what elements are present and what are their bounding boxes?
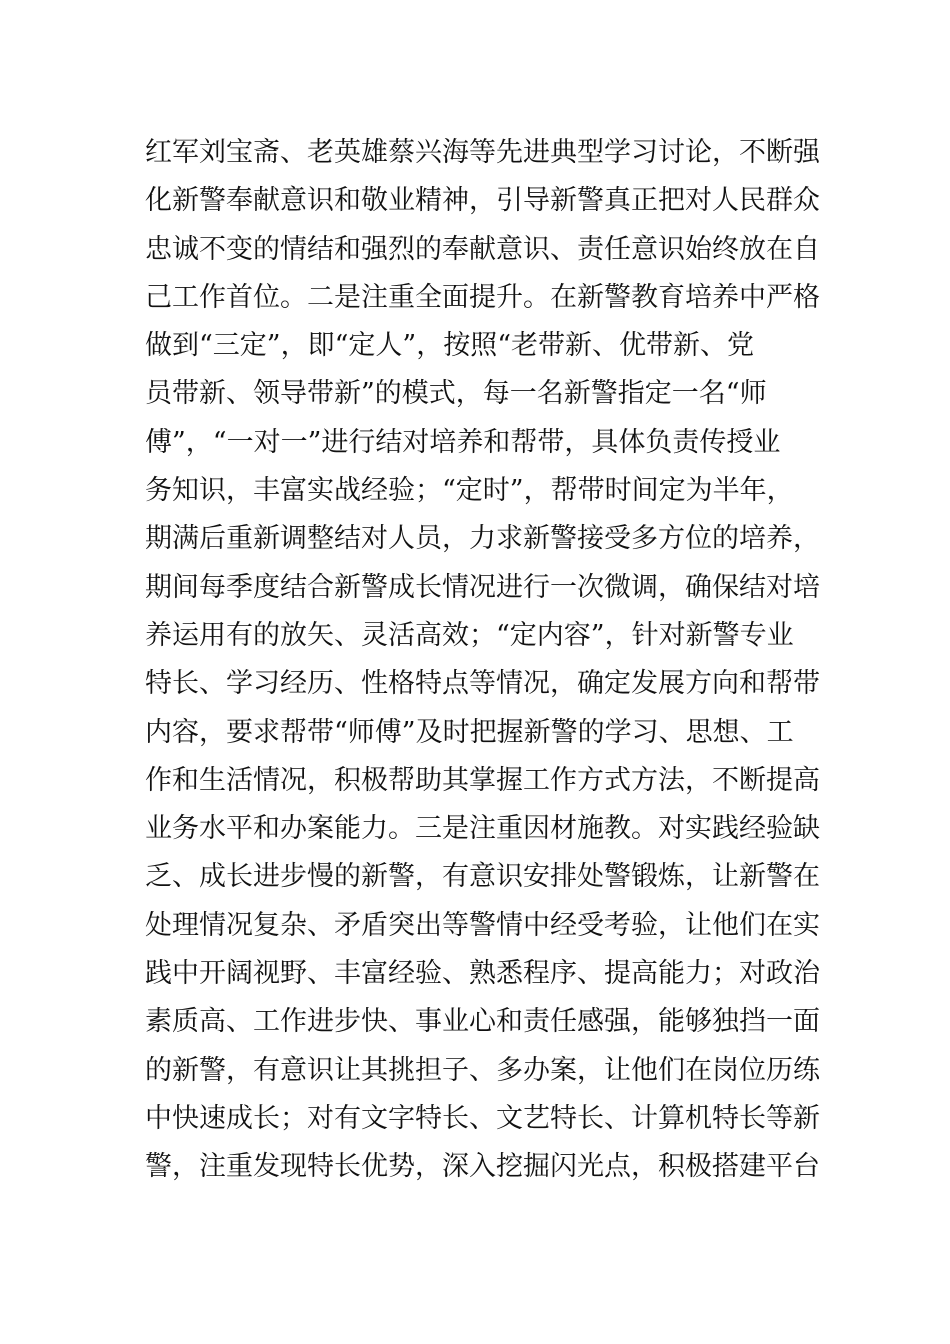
text-line: 期间每季度结合新警成长情况进行一次微调，确保结对培 (145, 571, 820, 603)
text-line: 员带新、领导带新”的模式，每一名新警指定一名“师 (145, 378, 767, 410)
text-line: 警，注重发现特长优势，深入挖掘闪光点，积极搭建平台 (145, 1151, 820, 1183)
text-line: 的新警，有意识让其挑担子、多办案，让他们在岗位历练 (145, 1054, 820, 1086)
body-text (145, 129, 825, 1192)
text-line: 务知识，丰富实战经验；“定时”，帮带时间定为半年， (145, 475, 794, 507)
text-line: 业务水平和办案能力。三是注重因材施教。对实践经验缺 (145, 813, 820, 845)
text-line: 乏、成长进步慢的新警，有意识安排处警锻炼，让新警在 (145, 861, 820, 893)
text-line: 红军刘宝斋、老英雄蔡兴海等先进典型学习讨论，不断强 (145, 137, 820, 168)
text-line: 做到“三定”，即“定人”，按照“老带新、优带新、党 (145, 330, 755, 362)
text-line: 化新警奉献意识和敬业精神，引导新警真正把对人民群众 (145, 185, 820, 217)
text-line: 己工作首位。二是注重全面提升。在新警教育培养中严格 (145, 281, 820, 313)
text-line: 素质高、工作进步快、事业心和责任感强，能够独挡一面 (145, 1006, 820, 1038)
text-line: 特长、学习经历、性格特点等情况，确定发展方向和帮带 (145, 668, 820, 700)
text-line: 忠诚不变的情结和强烈的奉献意识、责任意识始终放在自 (145, 233, 820, 265)
text-line: 内容，要求帮带“师傅”及时把握新警的学习、思想、工 (145, 716, 794, 748)
text-line: 傅”，“一对一”进行结对培养和帮带，具体负责传授业 (145, 426, 781, 458)
text-line: 处理情况复杂、矛盾突出等警情中经受考验，让他们在实 (145, 909, 820, 941)
text-line: 践中开阔视野、丰富经验、熟悉程序、提高能力；对政治 (145, 958, 820, 990)
text-line: 中快速成长；对有文字特长、文艺特长、计算机特长等新 (145, 1102, 820, 1134)
text-line: 期满后重新调整结对人员，力求新警接受多方位的培养， (145, 523, 820, 555)
text-line: 作和生活情况，积极帮助其掌握工作方式方法，不断提高 (145, 764, 820, 796)
text-line: 养运用有的放矢、灵活高效；“定内容”，针对新警专业 (145, 619, 794, 651)
